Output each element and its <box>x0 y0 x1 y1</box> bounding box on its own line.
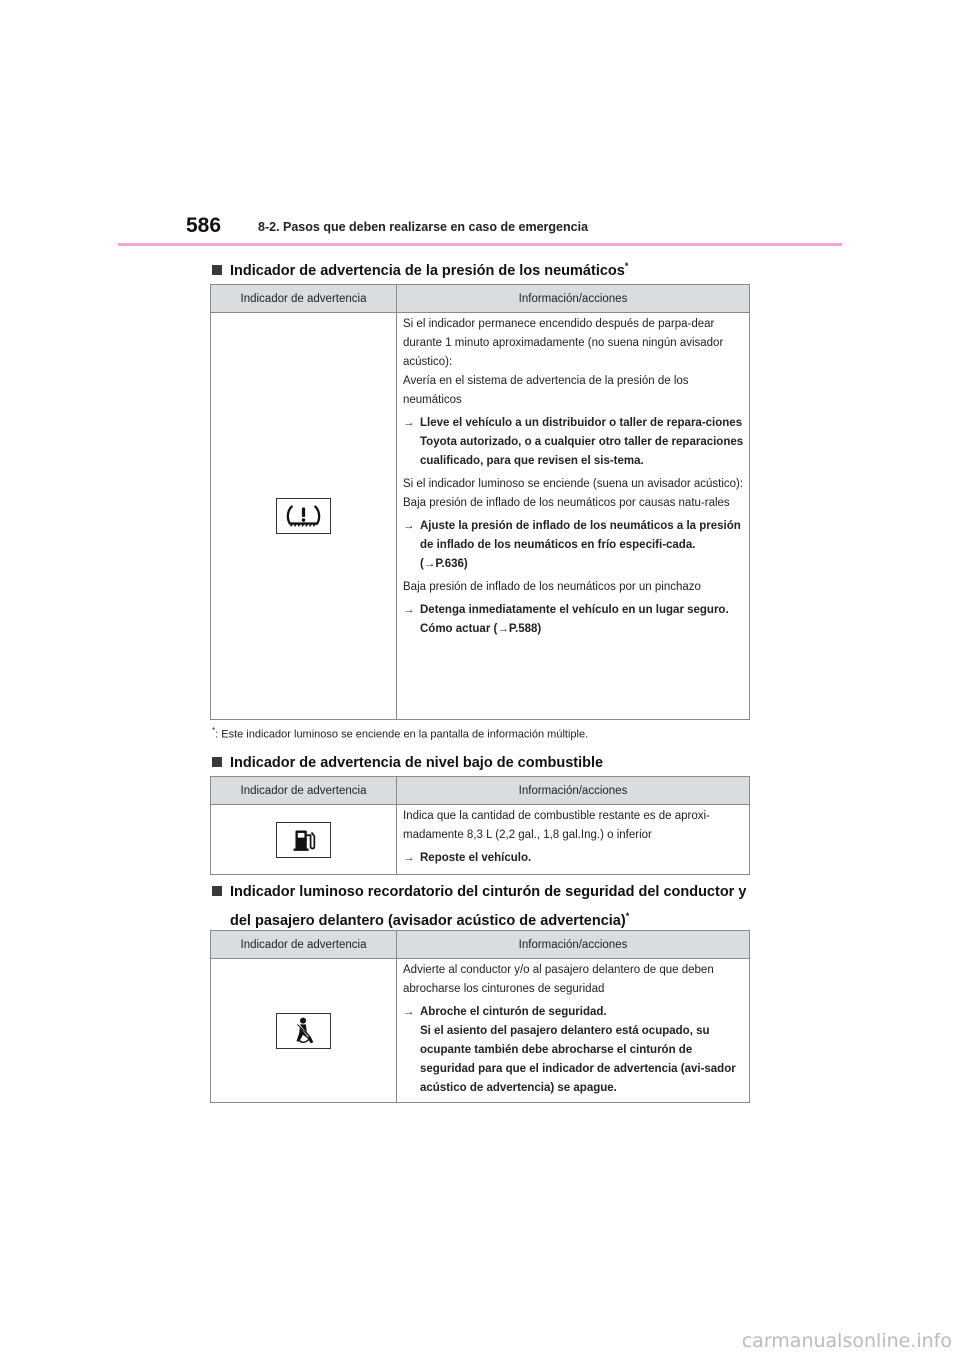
low-fuel-table <box>210 776 750 875</box>
square-bullet-icon <box>212 886 222 896</box>
arrow-icon: → <box>403 417 415 429</box>
page-reference[interactable]: →P.588 <box>497 623 538 635</box>
arrow-icon: → <box>403 1006 415 1018</box>
cause-text: Baja presión de inflado de los neumáticos por causas natu-rales <box>403 497 730 509</box>
chapter-title: 8-2. Pasos que deben realizarse en caso de emergencia <box>258 220 589 234</box>
page-reference[interactable]: →P.636 <box>423 558 464 570</box>
condition-text: Si el indicador permanece encendido después de parpa-dear durante 1 minuto aproximadamente (no suena ningún avisador acústico): <box>403 318 724 368</box>
action-item: → Lleve el vehículo a un distribuidor o taller de repara-ciones Toyota autorizado, o a cualquier otro taller de reparaciones cualificado, para que revisen el sis-tema. <box>403 414 745 471</box>
column-header-info: Información/acciones <box>397 285 750 313</box>
square-bullet-icon <box>212 757 222 767</box>
action-item: → Abroche el cinturón de seguridad. Si el asiento del pasajero delantero está ocupado, su ocupante también debe abrocharse el cinturón de seguridad para que el indicador de advertencia (avi-sador acústico de advertencia) se apague. <box>403 1003 745 1098</box>
watermark: carmanualsonline.info <box>741 1330 952 1352</box>
table-header-row <box>211 285 750 313</box>
indicator-cell <box>211 959 397 1103</box>
section-heading-seatbelt: Indicador luminoso recordatorio del cinturón de seguridad del conductor y del pasajero delantero (avisador acústico de advertencia)* <box>212 880 746 933</box>
section-heading-low-fuel: Indicador de advertencia de nivel bajo de combustible <box>212 751 603 775</box>
section-heading-tire-pressure: Indicador de advertencia de la presión de los neumáticos* <box>212 254 628 283</box>
condition-text: Si el indicador luminoso se enciende (suena un avisador acústico): <box>403 478 744 490</box>
info-cell <box>397 805 750 875</box>
table-row <box>211 959 750 1103</box>
column-header-info: Información/acciones <box>397 777 750 805</box>
info-cell <box>397 313 750 720</box>
action-item: → Detenga inmediatamente el vehículo en un lugar seguro. Cómo actuar (→P.588) <box>403 601 745 639</box>
column-header-info: Información/acciones <box>397 931 750 959</box>
info-cell <box>397 959 750 1103</box>
column-header-indicator: Indicador de advertencia <box>211 777 397 805</box>
table-row <box>211 313 750 720</box>
arrow-icon: → <box>403 520 415 532</box>
description-text: Indica que la cantidad de combustible restante es de aproxi-madamente 8,3 L (2,2 gal., 1,8 gal.Ing.) o inferior <box>403 810 710 841</box>
seatbelt-reminder-icon <box>276 1013 331 1049</box>
seatbelt-table <box>210 930 750 1103</box>
square-bullet-icon <box>212 265 222 275</box>
table-header-row <box>211 777 750 805</box>
arrow-icon: → <box>403 852 415 864</box>
header-divider <box>118 243 842 246</box>
action-item: → Reposte el vehículo. <box>403 849 745 868</box>
table-row <box>211 805 750 875</box>
column-header-indicator: Indicador de advertencia <box>211 285 397 313</box>
cause-text: Avería en el sistema de advertencia de la presión de los neumáticos <box>403 375 689 406</box>
cause-text: Baja presión de inflado de los neumáticos por un pinchazo <box>403 581 701 593</box>
tire-pressure-table <box>210 284 750 720</box>
low-fuel-icon <box>276 822 331 858</box>
description-text: Advierte al conductor y/o al pasajero delantero de que deben abrocharse los cinturones de seguridad <box>403 964 714 995</box>
table-header-row <box>211 931 750 959</box>
indicator-cell <box>211 313 397 720</box>
action-item: → Ajuste la presión de inflado de los neumáticos a la presión de inflado de los neumáticos en frío especifi-cada. (→P.636) <box>403 517 745 574</box>
page-number: 586 <box>186 214 222 237</box>
indicator-cell <box>211 805 397 875</box>
arrow-icon: → <box>403 604 415 616</box>
footnote: *: Este indicador luminoso se enciende en la pantalla de información múltiple. <box>212 726 589 741</box>
tire-pressure-warning-icon <box>276 498 331 534</box>
column-header-indicator: Indicador de advertencia <box>211 931 397 959</box>
